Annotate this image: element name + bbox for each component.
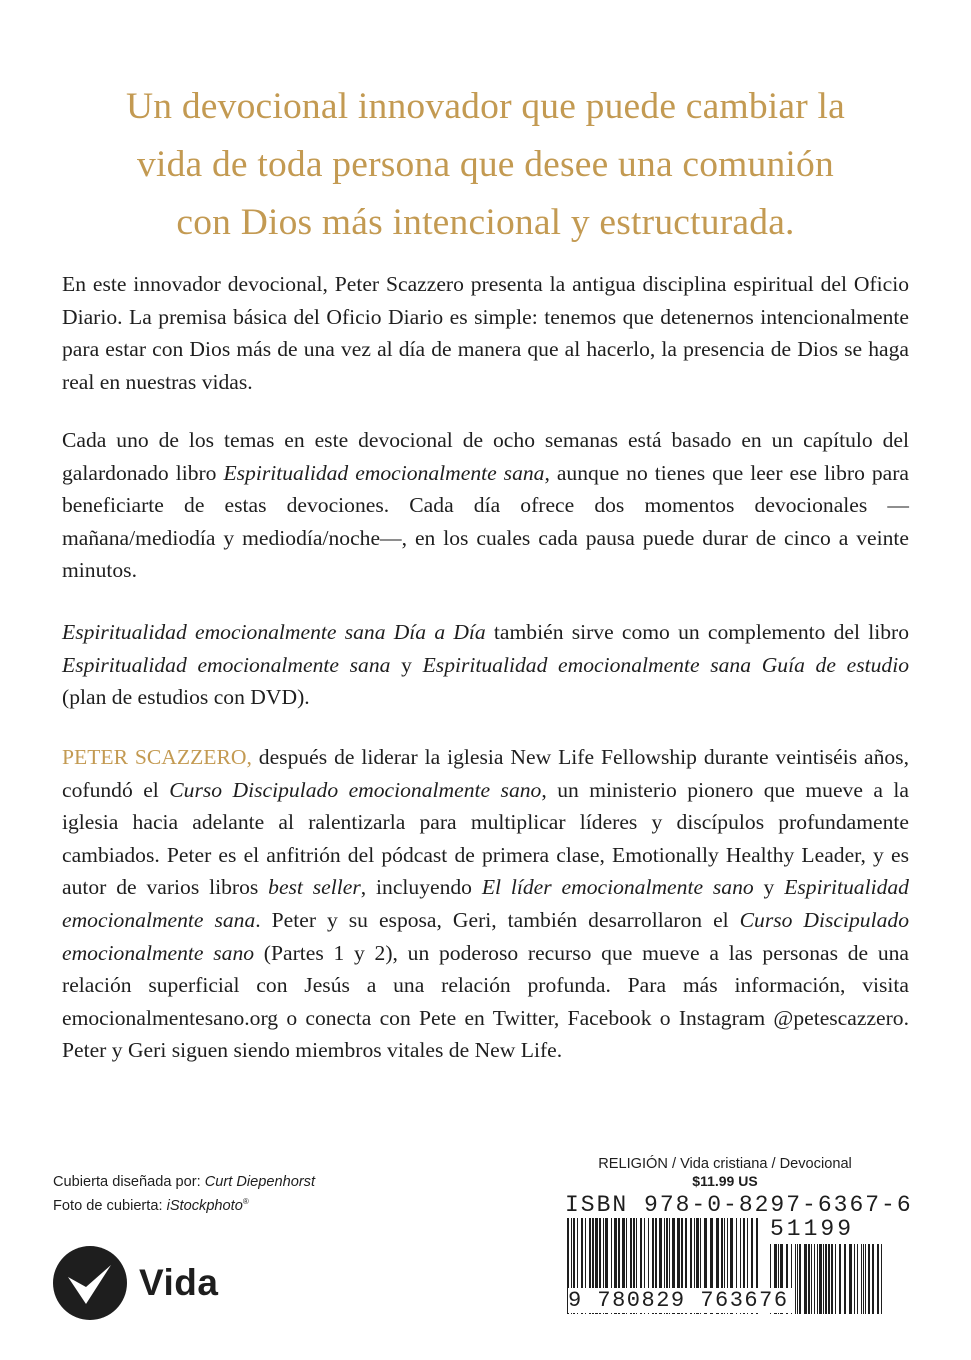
barcode-bar bbox=[797, 1244, 798, 1314]
barcode-bar bbox=[799, 1244, 801, 1314]
bio-text-d: y bbox=[753, 875, 785, 900]
bio-text-c: , incluyendo bbox=[360, 875, 482, 900]
bio-title-3: El líder emocionalmente sano bbox=[481, 875, 754, 900]
photo-credit-label: Foto de cubierta: bbox=[53, 1197, 167, 1214]
bio-title-2: best seller bbox=[268, 875, 361, 900]
barcode-bar bbox=[817, 1244, 818, 1314]
barcode-bar bbox=[844, 1244, 846, 1314]
barcode-bar bbox=[825, 1244, 827, 1314]
barcode-bar bbox=[863, 1244, 864, 1314]
barcode bbox=[565, 1218, 885, 1326]
tagline-line-3: con Dios más intencional y estructurada. bbox=[176, 202, 795, 243]
price: $11.99 US bbox=[692, 1173, 758, 1189]
bio-title-4: Espiritualidad emocionalmente sana bbox=[62, 875, 909, 932]
barcode-bar bbox=[868, 1244, 870, 1314]
p3-text-b: y bbox=[390, 652, 423, 677]
barcode-number: 9 780829 763676 bbox=[568, 1288, 793, 1313]
bio-text-a: después de liderar la iglesia New Life Fellowship durante veintiséis años, cofundó el bbox=[62, 745, 909, 802]
tagline-line-1: Un devocional innovador que puede cambiar la bbox=[126, 86, 845, 127]
bio-text-b: , un ministerio pionero que mueve a la iglesia hacia adelante al ralentizarla para multiplicar líderes y discípulos profundamente cambiados. Peter es el anfitrión del pódcast de primera clase, Emotionally Healthy Leader, y es autor de varios libros bbox=[62, 777, 910, 900]
p3-book-title-1: Espiritualidad emocionalmente sana Día a Día bbox=[62, 620, 486, 644]
barcode-bar bbox=[877, 1244, 879, 1314]
description-paragraph-2 bbox=[62, 424, 909, 587]
p2-book-title: Espiritualidad emocionalmente sana bbox=[223, 460, 545, 485]
p2-text-a: Cada uno de los temas en este devocional de ocho semanas está basado en un capítulo del galardonado libro bbox=[62, 428, 909, 485]
description-paragraph-3 bbox=[62, 616, 909, 714]
barcode-bar bbox=[854, 1244, 855, 1314]
isbn: ISBN 978-0-8297-6367-6 bbox=[565, 1192, 913, 1218]
barcode-bar bbox=[849, 1244, 852, 1314]
publisher-name: Vida bbox=[139, 1262, 219, 1303]
p3-book-title-2: Espiritualidad emocionalmente sana bbox=[62, 652, 391, 677]
barcode-bar bbox=[857, 1244, 858, 1314]
barcode-bar bbox=[861, 1244, 862, 1314]
p3-text-a: también sirve como un complemento del libro bbox=[485, 620, 909, 644]
tagline bbox=[60, 78, 911, 252]
vida-check-icon bbox=[53, 1246, 127, 1320]
barcode-bar bbox=[814, 1244, 815, 1314]
cover-credits bbox=[53, 1172, 315, 1216]
barcode-bar bbox=[823, 1244, 824, 1314]
barcode-bar bbox=[865, 1244, 866, 1314]
bio-title-5: Curso Discipulado emocionalmente sano bbox=[62, 907, 909, 965]
barcode-bar bbox=[881, 1244, 882, 1314]
photo-credit bbox=[53, 1192, 315, 1216]
tagline-line-2: vida de toda persona que desee una comunión bbox=[137, 144, 834, 185]
barcode-bar bbox=[808, 1244, 810, 1314]
barcode-addon-number: 51199 bbox=[770, 1216, 855, 1242]
registered-mark: ® bbox=[242, 1197, 249, 1206]
p2-text-b: , aunque no tienes que leer ese libro para beneficiarte de estas devociones. Cada día ofrece dos momentos devocionales —mañana/mediodía y mediodía/noche—, en los cuales cada pausa puede durar de cinco a veinte minutos. bbox=[62, 460, 909, 583]
design-credit bbox=[53, 1172, 315, 1192]
author-bio bbox=[62, 741, 909, 1067]
barcode-bar bbox=[831, 1244, 833, 1314]
designer-name: Curt Diepenhorst bbox=[204, 1174, 316, 1190]
barcode-bar bbox=[872, 1244, 874, 1314]
design-credit-label: Cubierta diseñada por: bbox=[53, 1174, 205, 1190]
barcode-bar bbox=[835, 1244, 836, 1314]
bisac-category: RELIGIÓN / Vida cristiana / Devocional bbox=[598, 1156, 852, 1172]
barcode-bar bbox=[828, 1244, 830, 1314]
description-paragraph-1: En este innovador devocional, Peter Scazzero presenta la antigua disciplina espiritual del Oficio Diario. La premisa básica del Oficio Diario es simple: tenemos que detenernos intencionalmente para estar con Dios más de una vez al día de manera que al hacerlo, la presencia de Dios se haga real en nuestras vidas. bbox=[62, 272, 909, 394]
bio-text-f: (Partes 1 y 2), un poderoso recurso que mueve a las personas de una relación superficial con Jesús a una relación profunda. Para más información, visita emocionalmentesano.org o conecta con Pete en Twitter, Facebook o Instagram @petescazzero. Peter y Geri siguen siendo miembros vitales de New Life. bbox=[62, 940, 910, 1063]
bio-title-1: Curso Discipulado emocionalmente sano bbox=[169, 777, 542, 802]
barcode-bar bbox=[804, 1244, 807, 1314]
publisher-logo bbox=[53, 1246, 218, 1320]
bio-text-e: . Peter y su esposa, Geri, también desarrollaron el bbox=[255, 907, 740, 932]
barcode-bar bbox=[839, 1244, 841, 1314]
p3-text-c: (plan de estudios con DVD). bbox=[62, 685, 310, 710]
photo-source: iStockphoto bbox=[166, 1197, 243, 1214]
barcode-bar bbox=[795, 1244, 796, 1314]
author-name: PETER SCAZZERO, bbox=[62, 745, 252, 769]
p3-book-title-3: Espiritualidad emocionalmente sana Guía de estudio bbox=[422, 652, 909, 677]
retail-block bbox=[565, 1155, 913, 1326]
barcode-bar bbox=[811, 1244, 812, 1314]
barcode-bar bbox=[819, 1244, 822, 1314]
